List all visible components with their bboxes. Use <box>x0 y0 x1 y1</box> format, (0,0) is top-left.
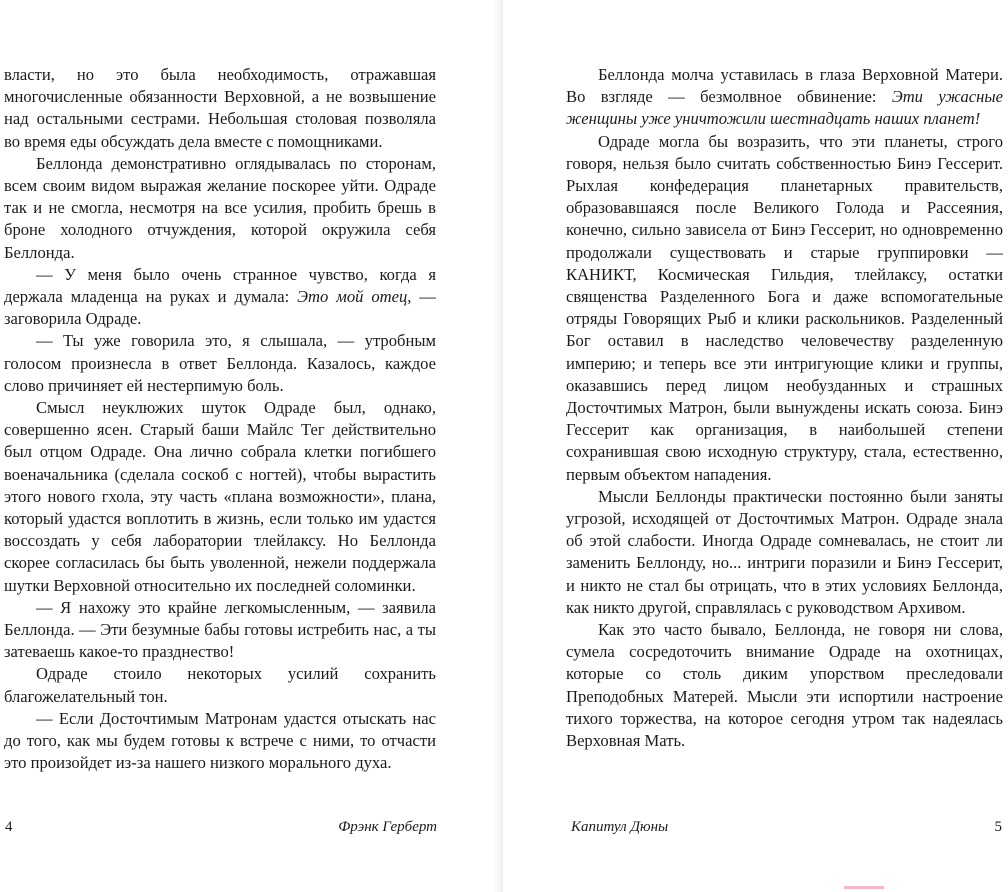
text-run: Смысл неуклюжих шуток Одраде был, однако, совершенно ясен. Старый баши Майлс Тег действительно был отцом Одраде. Она лично собрала клетки погибшего военачальника (сделала соскоб с ногтей), чтобы вырастить этого нового гхола, эту часть «плана возможности», плана, который удастся воплотить в жизнь, если только им удастся воссоздать у себя лаборатории тлейлаксу. Но Беллонда скорее согласилась бы быть уволенной, нежели поддержала шутки Верховной относительно их последней соломинки. <box>4 398 436 595</box>
paragraph <box>4 708 436 775</box>
left-page <box>0 0 503 892</box>
paragraph <box>4 153 436 264</box>
text-run: власти, но это была необходимость, отражавшая многочисленные обязанности Верховной, а не возвышение над остальными сестрами. Небольшая столовая позволяла во время еды обсуждать дела вместе с помощниками. <box>4 65 436 151</box>
text-run: — У меня было очень странное чувство, когда я держала младенца на руках и думала: <box>4 264 436 307</box>
paragraph <box>566 486 1003 619</box>
paragraph <box>4 330 436 397</box>
paragraph <box>566 64 1003 131</box>
running-head-author: Фрэнк Герберт <box>338 819 437 835</box>
text-run: Беллонда молча уставилась в глаза Верховной Матери. Во взгляде — безмолвное обвинение: <box>566 65 1003 107</box>
paragraph <box>566 131 1003 486</box>
text-run: — заговорила Одраде. <box>4 287 436 329</box>
text-run: Одраде могла бы возразить, что эти планеты, строго говоря, нельзя было считать собственностью Бинэ Гессерит. Рыхлая конфедерация планетарных правительств, образовавшаяся после Великого Голода и Рассеяния, конечно, сильно зависела от Бинэ Гессерит, но одновременно продолжали существовать и старые группировки — КАНИКТ, Космическая Гильдия, тлейлаксу, остатки священства Разделенного Бога и даже вспомогательные отряды Говорящих Рыб и клики раскольников. Разделенный Бог оставил в наследство человечеству разделенную империю; и теперь все эти интригующие клики и группы, оказавшись перед лицом необузданных и страшных Досточтимых Матрон, были вынуждены искать союза. Бинэ Гессерит как организация, в наибольшей степени сохранившая свою исходную структуру, стала, естественно, первым объектом нападения. <box>566 131 1003 484</box>
text-run: — Я нахожу это крайне легкомысленным, — заявила Беллонда. — Эти безумные бабы готовы истребить нас, а ты затеваешь какое-то празднество! <box>4 597 436 662</box>
text-run: Беллонда демонстративно оглядывалась по сторонам, всем своим видом выражая желание поскорее уйти. Одраде так и не смогла, несмотря на все усилия, пробить брешь в броне холодного отчуждения, которой окружила себя Беллонда. <box>4 153 436 262</box>
text-run: Мысли Беллонды практически постоянно были заняты угрозой, исходящей от Досточтимых Матрон. Одраде знала об этой слабости. Иногда Одраде сомневалась, не стоит ли заменить Беллонду, но... интриги поразили и Бинэ Гессерит, и никто не стал бы отрицать, что в этих условиях Беллонда, как никто другой, справлялась с руководством Архивом. <box>566 486 1003 617</box>
text-run: Одраде стоило некоторых усилий сохранить благожелательный тон. <box>4 664 436 706</box>
page-number-left: 4 <box>5 819 13 835</box>
right-page <box>503 0 1008 892</box>
left-page-text <box>4 64 436 775</box>
page-number-right: 5 <box>994 819 1002 835</box>
text-run: Как это часто бывало, Беллонда, не говоря ни слова, сумела сосредоточить внимание Одраде на охотницах, которые со столь диким упорством преследовали Преподобных Матерей. Мысли эти испортили настроение тихого торжества, на которое сегодня утром так надеялась Верховная Мать. <box>566 620 1003 751</box>
italic-text: Эти ужасные женщины уже уничтожили шестнадцать наших планет! <box>566 87 1003 129</box>
paragraph <box>4 663 436 707</box>
running-head-title: Капитул Дюны <box>571 819 669 835</box>
text-run: — Если Досточтимым Матронам удастся отыскать нас до того, как мы будем готовы к встрече с ними, то отчасти это произойдет из-за нашего низкого морального духа. <box>4 708 436 773</box>
paragraph <box>566 619 1003 752</box>
text-run: — Ты уже говорила это, я слышала, — утробным голосом произнесла в ответ Беллонда. Казалось, каждое слово причиняет ей нестерпимую боль. <box>4 331 436 395</box>
paragraph <box>4 264 436 331</box>
pink-mark <box>844 886 884 889</box>
right-page-text <box>566 64 1003 752</box>
paragraph <box>4 397 436 597</box>
paragraph <box>4 64 436 153</box>
paragraph <box>4 597 436 664</box>
italic-text: Это мой отец, <box>297 287 412 307</box>
